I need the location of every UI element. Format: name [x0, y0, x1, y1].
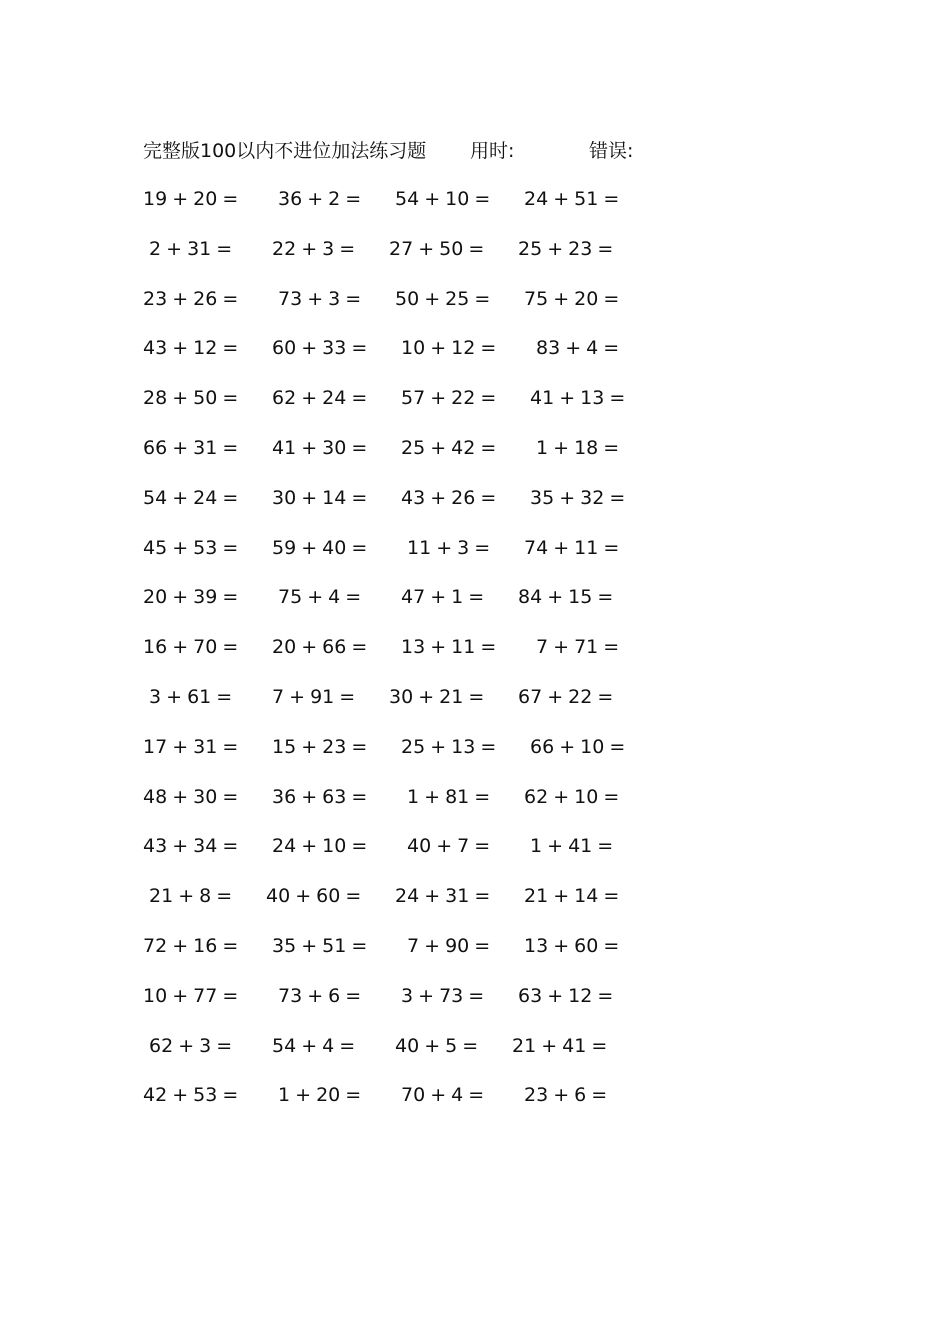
problem-cell: 62 + 3 = [149, 1034, 233, 1057]
problem-cell: 43 + 12 = [143, 337, 239, 360]
problem-cell: 7 + 71 = [536, 636, 620, 659]
problem-cell: 54 + 24 = [143, 486, 239, 509]
problem-cell: 21 + 41 = [512, 1034, 608, 1057]
problem-row [0, 582, 950, 632]
problem-cell: 13 + 11 = [401, 636, 497, 659]
problem-row [0, 981, 950, 1031]
problem-cell: 48 + 30 = [143, 785, 239, 808]
problem-cell: 3 + 73 = [401, 984, 485, 1007]
problem-cell: 54 + 4 = [272, 1034, 356, 1057]
problem-cell: 74 + 11 = [524, 536, 620, 559]
problem-cell: 66 + 31 = [143, 436, 239, 459]
problem-cell: 23 + 26 = [143, 287, 239, 310]
problem-row [0, 881, 950, 931]
problem-cell: 62 + 24 = [272, 387, 368, 410]
problem-cell: 73 + 3 = [278, 287, 362, 310]
problem-cell: 24 + 31 = [395, 885, 491, 908]
problem-cell: 72 + 16 = [143, 934, 239, 957]
problem-cell: 40 + 5 = [395, 1034, 479, 1057]
problem-cell: 27 + 50 = [389, 237, 485, 260]
problem-cell: 13 + 60 = [524, 934, 620, 957]
problem-row [0, 732, 950, 782]
problem-cell: 84 + 15 = [518, 586, 614, 609]
problem-cell: 20 + 66 = [272, 636, 368, 659]
problem-row [0, 1080, 950, 1130]
problem-cell: 20 + 39 = [143, 586, 239, 609]
problem-row [0, 1031, 950, 1081]
problem-cell: 67 + 22 = [518, 685, 614, 708]
problem-cell: 50 + 25 = [395, 287, 491, 310]
problem-row [0, 383, 950, 433]
problem-cell: 43 + 26 = [401, 486, 497, 509]
problem-row [0, 333, 950, 383]
problem-row [0, 632, 950, 682]
problem-cell: 30 + 21 = [389, 685, 485, 708]
problem-row [0, 433, 950, 483]
problem-row [0, 184, 950, 234]
problem-cell: 28 + 50 = [143, 387, 239, 410]
problem-cell: 21 + 8 = [149, 885, 233, 908]
problem-row [0, 682, 950, 732]
problem-cell: 2 + 31 = [149, 237, 233, 260]
problem-cell: 60 + 33 = [272, 337, 368, 360]
problem-cell: 35 + 32 = [530, 486, 626, 509]
problem-cell: 45 + 53 = [143, 536, 239, 559]
problem-cell: 62 + 10 = [524, 785, 620, 808]
problem-cell: 22 + 3 = [272, 237, 356, 260]
problem-cell: 57 + 22 = [401, 387, 497, 410]
worksheet-title: 完整版100以内不进位加法练习题 [143, 140, 427, 162]
problem-cell: 16 + 70 = [143, 636, 239, 659]
problem-grid [0, 184, 950, 1130]
problem-cell: 7 + 90 = [407, 934, 491, 957]
problem-cell: 25 + 23 = [518, 237, 614, 260]
problem-cell: 41 + 30 = [272, 436, 368, 459]
problem-cell: 54 + 10 = [395, 188, 491, 210]
problem-cell: 73 + 6 = [278, 984, 362, 1007]
problem-row [0, 234, 950, 284]
problem-cell: 42 + 53 = [143, 1084, 239, 1107]
worksheet-header [143, 136, 703, 166]
problem-cell: 66 + 10 = [530, 735, 626, 758]
problem-cell: 10 + 12 = [401, 337, 497, 360]
problem-cell: 40 + 7 = [407, 835, 491, 858]
problem-cell: 40 + 60 = [266, 885, 362, 908]
problem-cell: 30 + 14 = [272, 486, 368, 509]
problem-row [0, 782, 950, 832]
problem-cell: 11 + 3 = [407, 536, 491, 559]
problem-cell: 63 + 12 = [518, 984, 614, 1007]
problem-cell: 7 + 91 = [272, 685, 356, 708]
problem-row [0, 284, 950, 334]
problem-cell: 3 + 61 = [149, 685, 233, 708]
problem-cell: 25 + 13 = [401, 735, 497, 758]
problem-cell: 36 + 2 = [278, 188, 362, 210]
problem-cell: 83 + 4 = [536, 337, 620, 360]
problem-row [0, 533, 950, 583]
problem-cell: 1 + 41 = [530, 835, 614, 858]
problem-cell: 10 + 77 = [143, 984, 239, 1007]
problem-cell: 35 + 51 = [272, 934, 368, 957]
problem-cell: 21 + 14 = [524, 885, 620, 908]
problem-cell: 47 + 1 = [401, 586, 485, 609]
problem-cell: 24 + 51 = [524, 188, 620, 210]
problem-cell: 24 + 10 = [272, 835, 368, 858]
problem-cell: 1 + 20 = [278, 1084, 362, 1107]
problem-cell: 70 + 4 = [401, 1084, 485, 1107]
problem-row [0, 931, 950, 981]
problem-cell: 75 + 4 = [278, 586, 362, 609]
errors-label: 错误: [589, 140, 634, 162]
problem-cell: 43 + 34 = [143, 835, 239, 858]
problem-cell: 36 + 63 = [272, 785, 368, 808]
problem-cell: 41 + 13 = [530, 387, 626, 410]
problem-cell: 15 + 23 = [272, 735, 368, 758]
problem-cell: 75 + 20 = [524, 287, 620, 310]
problem-cell: 17 + 31 = [143, 735, 239, 758]
problem-cell: 59 + 40 = [272, 536, 368, 559]
problem-cell: 23 + 6 = [524, 1084, 608, 1107]
problem-cell: 19 + 20 = [143, 188, 239, 210]
problem-cell: 25 + 42 = [401, 436, 497, 459]
problem-row [0, 831, 950, 881]
problem-row [0, 483, 950, 533]
problem-cell: 1 + 18 = [536, 436, 620, 459]
time-label: 用时: [470, 140, 515, 162]
problem-cell: 1 + 81 = [407, 785, 491, 808]
